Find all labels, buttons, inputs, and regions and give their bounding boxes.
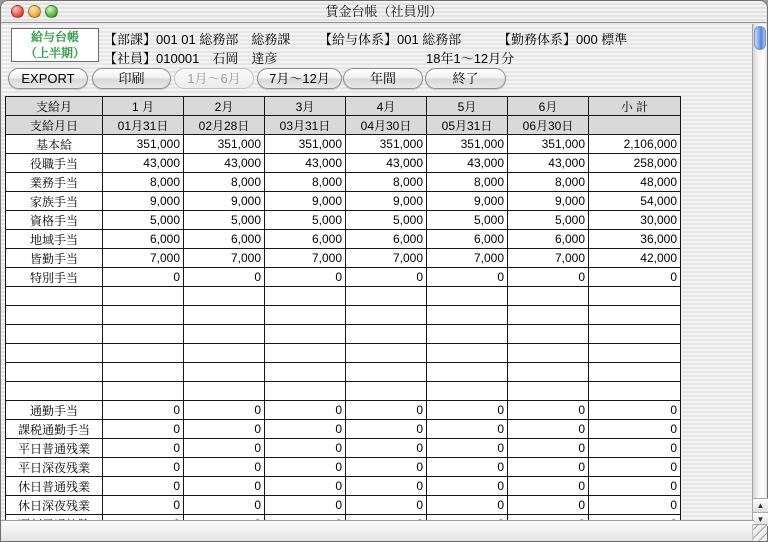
amount-cell	[427, 287, 508, 306]
amount-cell	[508, 325, 589, 344]
pay-date-cell: 04月30日	[346, 116, 427, 135]
amount-cell	[346, 306, 427, 325]
amount-cell: 6,000	[265, 230, 346, 249]
ledger-type-line1: 給与台帳	[30, 30, 79, 44]
row-label: 特別手当	[6, 268, 103, 287]
amount-cell: 0	[265, 496, 346, 515]
month-header-cell: 3月	[265, 97, 346, 116]
amount-cell	[508, 363, 589, 382]
amount-cell	[265, 287, 346, 306]
amount-cell: 7,000	[265, 249, 346, 268]
amount-cell	[346, 382, 427, 401]
amount-cell: 0	[508, 401, 589, 420]
subtotal-cell: 0	[589, 401, 681, 420]
subtotal-cell: 54,000	[589, 192, 681, 211]
table-row	[6, 306, 681, 325]
table-row	[6, 135, 681, 154]
amount-cell	[184, 287, 265, 306]
amount-cell: 0	[103, 458, 184, 477]
amount-cell: 7,000	[184, 249, 265, 268]
month-header-row	[6, 97, 681, 116]
amount-cell	[103, 363, 184, 382]
amount-cell	[427, 344, 508, 363]
amount-cell: 8,000	[184, 173, 265, 192]
subtotal-cell: 0	[589, 439, 681, 458]
pay-date-cell: 01月31日	[103, 116, 184, 135]
amount-cell: 5,000	[346, 211, 427, 230]
subtotal-cell: 0	[589, 268, 681, 287]
amount-cell: 0	[346, 458, 427, 477]
amount-cell	[184, 363, 265, 382]
amount-cell: 351,000	[508, 135, 589, 154]
table-row	[6, 287, 681, 306]
amount-cell	[184, 382, 265, 401]
amount-cell	[103, 306, 184, 325]
amount-cell	[508, 344, 589, 363]
amount-cell: 0	[103, 477, 184, 496]
amount-cell: 8,000	[508, 173, 589, 192]
amount-cell	[103, 325, 184, 344]
subtotal-cell	[589, 306, 681, 325]
amount-cell: 0	[265, 458, 346, 477]
month-header-cell: 5月	[427, 97, 508, 116]
table-row	[6, 344, 681, 363]
amount-cell: 0	[103, 496, 184, 515]
table-row	[6, 496, 681, 515]
work-system-field: 【勤務体系】000 標準	[498, 32, 628, 47]
minimize-icon[interactable]	[28, 5, 41, 18]
amount-cell	[508, 306, 589, 325]
amount-cell: 0	[265, 420, 346, 439]
row-label: 休日普通残業	[6, 477, 103, 496]
subtotal-cell	[589, 325, 681, 344]
table-row	[6, 192, 681, 211]
amount-cell: 0	[427, 458, 508, 477]
subtotal-cell: 2,106,000	[589, 135, 681, 154]
amount-cell	[103, 382, 184, 401]
month-header-cell: 6月	[508, 97, 589, 116]
row-label: 課税通勤手当	[6, 420, 103, 439]
subtotal-cell	[589, 287, 681, 306]
title-bar[interactable]	[1, 1, 767, 23]
amount-cell: 8,000	[265, 173, 346, 192]
amount-cell: 0	[508, 477, 589, 496]
amount-cell: 9,000	[427, 192, 508, 211]
amount-cell: 0	[103, 439, 184, 458]
amount-cell: 5,000	[103, 211, 184, 230]
pay-date-header-label: 支給月日	[6, 116, 103, 135]
table-row	[6, 458, 681, 477]
amount-cell: 9,000	[103, 192, 184, 211]
jul-dec-button[interactable]: 7月～12月	[257, 68, 342, 89]
subtotal-cell: 48,000	[589, 173, 681, 192]
subtotal-cell: 42,000	[589, 249, 681, 268]
subtotal-cell: 0	[589, 477, 681, 496]
amount-cell: 6,000	[103, 230, 184, 249]
amount-cell: 0	[346, 477, 427, 496]
month-header-cell: 1 月	[103, 97, 184, 116]
subtotal-cell	[589, 382, 681, 401]
window-controls	[11, 5, 58, 18]
amount-cell: 6,000	[427, 230, 508, 249]
subtotal-cell: 0	[589, 420, 681, 439]
scroll-up-icon[interactable]: ▲	[753, 498, 768, 512]
row-label: 平日深夜残業	[6, 458, 103, 477]
export-button[interactable]: EXPORT	[8, 68, 88, 89]
amount-cell: 0	[265, 439, 346, 458]
row-label: 休日深夜残業	[6, 496, 103, 515]
amount-cell	[184, 306, 265, 325]
table-row	[6, 268, 681, 287]
wage-table	[5, 96, 681, 534]
amount-cell: 0	[346, 496, 427, 515]
table-row	[6, 477, 681, 496]
amount-cell: 351,000	[103, 135, 184, 154]
row-label	[6, 363, 103, 382]
amount-cell: 9,000	[184, 192, 265, 211]
amount-cell: 5,000	[427, 211, 508, 230]
pay-date-cell: 06月30日	[508, 116, 589, 135]
amount-cell: 5,000	[184, 211, 265, 230]
row-label: 家族手当	[6, 192, 103, 211]
subtotal-cell: 0	[589, 496, 681, 515]
amount-cell: 0	[103, 268, 184, 287]
row-label: 基本給	[6, 135, 103, 154]
amount-cell: 43,000	[427, 154, 508, 173]
row-label	[6, 287, 103, 306]
amount-cell	[265, 325, 346, 344]
subtotal-cell: 30,000	[589, 211, 681, 230]
amount-cell	[427, 325, 508, 344]
amount-cell: 0	[265, 477, 346, 496]
table-row	[6, 173, 681, 192]
row-label: 役職手当	[6, 154, 103, 173]
month-header-label: 支給月	[6, 97, 103, 116]
amount-cell: 0	[184, 496, 265, 515]
amount-cell: 351,000	[184, 135, 265, 154]
amount-cell: 0	[508, 458, 589, 477]
amount-cell: 8,000	[427, 173, 508, 192]
table-row	[6, 420, 681, 439]
amount-cell: 0	[346, 401, 427, 420]
amount-cell	[346, 287, 427, 306]
amount-cell: 0	[346, 268, 427, 287]
wage-table-head	[6, 97, 681, 135]
wage-table-body	[6, 135, 681, 534]
close-button[interactable]: 終了	[425, 68, 506, 89]
amount-cell: 5,000	[508, 211, 589, 230]
amount-cell: 0	[427, 477, 508, 496]
amount-cell: 0	[184, 401, 265, 420]
pay-date-cell: 05月31日	[427, 116, 508, 135]
jan-jun-button: 1月～6月	[174, 68, 254, 89]
row-label: 皆勤手当	[6, 249, 103, 268]
amount-cell: 0	[184, 268, 265, 287]
table-row	[6, 382, 681, 401]
amount-cell: 0	[427, 401, 508, 420]
amount-cell: 0	[427, 496, 508, 515]
scroll-down-icon[interactable]: ▼	[753, 512, 768, 526]
period-field: 18年1～12月分	[426, 51, 515, 66]
row-label: 平日普通残業	[6, 439, 103, 458]
amount-cell	[346, 344, 427, 363]
table-row	[6, 439, 681, 458]
amount-cell: 351,000	[427, 135, 508, 154]
amount-cell	[346, 325, 427, 344]
amount-cell: 43,000	[346, 154, 427, 173]
amount-cell: 43,000	[184, 154, 265, 173]
row-label: 資格手当	[6, 211, 103, 230]
ledger-type-line2: （上半期）	[24, 46, 85, 60]
amount-cell: 0	[346, 420, 427, 439]
amount-cell: 0	[103, 401, 184, 420]
amount-cell: 0	[508, 268, 589, 287]
amount-cell	[508, 382, 589, 401]
row-label: 通勤手当	[6, 401, 103, 420]
month-header-cell: 4月	[346, 97, 427, 116]
amount-cell: 0	[427, 268, 508, 287]
amount-cell: 6,000	[346, 230, 427, 249]
amount-cell: 0	[508, 439, 589, 458]
amount-cell	[427, 363, 508, 382]
amount-cell	[184, 325, 265, 344]
amount-cell: 43,000	[103, 154, 184, 173]
department-field: 【部課】001 01 総務部 総務課	[104, 32, 291, 47]
amount-cell: 351,000	[346, 135, 427, 154]
amount-cell	[103, 287, 184, 306]
zoom-icon[interactable]	[45, 5, 58, 18]
amount-cell: 0	[265, 268, 346, 287]
row-label: 地域手当	[6, 230, 103, 249]
close-icon[interactable]	[11, 5, 24, 18]
vertical-scrollbar[interactable]	[752, 24, 767, 526]
scrollbar-thumb[interactable]	[754, 26, 766, 50]
amount-cell: 6,000	[508, 230, 589, 249]
table-row	[6, 363, 681, 382]
row-label	[6, 325, 103, 344]
pay-date-cell: 02月28日	[184, 116, 265, 135]
table-row	[6, 401, 681, 420]
resize-grip-icon[interactable]	[752, 524, 767, 541]
annual-button[interactable]: 年間	[343, 68, 423, 89]
amount-cell: 0	[103, 420, 184, 439]
table-row	[6, 325, 681, 344]
amount-cell	[346, 363, 427, 382]
subtotal-header-cell: 小 計	[589, 97, 681, 116]
amount-cell: 0	[427, 420, 508, 439]
pay-date-cell: 03月31日	[265, 116, 346, 135]
amount-cell: 0	[427, 439, 508, 458]
ledger-table-container	[5, 96, 681, 522]
subtotal-cell	[589, 344, 681, 363]
amount-cell	[265, 344, 346, 363]
subtotal-cell	[589, 363, 681, 382]
month-header-cell: 2月	[184, 97, 265, 116]
amount-cell: 9,000	[265, 192, 346, 211]
amount-cell	[184, 344, 265, 363]
amount-cell: 43,000	[265, 154, 346, 173]
amount-cell: 0	[184, 420, 265, 439]
amount-cell: 8,000	[103, 173, 184, 192]
amount-cell	[265, 382, 346, 401]
amount-cell: 7,000	[508, 249, 589, 268]
amount-cell	[427, 382, 508, 401]
table-row	[6, 154, 681, 173]
amount-cell	[265, 306, 346, 325]
amount-cell: 9,000	[346, 192, 427, 211]
amount-cell: 0	[184, 477, 265, 496]
row-label	[6, 382, 103, 401]
row-label	[6, 344, 103, 363]
subtotal-cell: 0	[589, 458, 681, 477]
amount-cell: 0	[184, 439, 265, 458]
amount-cell: 7,000	[346, 249, 427, 268]
amount-cell: 6,000	[184, 230, 265, 249]
row-label: 業務手当	[6, 173, 103, 192]
amount-cell: 0	[265, 401, 346, 420]
table-row	[6, 211, 681, 230]
amount-cell: 7,000	[427, 249, 508, 268]
employee-field: 【社員】010001 石岡 達彦	[104, 51, 278, 66]
row-label	[6, 306, 103, 325]
amount-cell	[427, 306, 508, 325]
amount-cell: 0	[508, 420, 589, 439]
amount-cell: 7,000	[103, 249, 184, 268]
window-title: 賃金台帳（社員別）	[325, 4, 443, 19]
table-row	[6, 230, 681, 249]
amount-cell	[265, 363, 346, 382]
ledger-type-label	[11, 28, 99, 62]
pay-date-subtotal-cell	[589, 116, 681, 135]
amount-cell: 0	[346, 439, 427, 458]
amount-cell	[508, 287, 589, 306]
pay-date-row	[6, 116, 681, 135]
amount-cell: 9,000	[508, 192, 589, 211]
subtotal-cell: 258,000	[589, 154, 681, 173]
amount-cell: 0	[508, 496, 589, 515]
subtotal-cell: 36,000	[589, 230, 681, 249]
table-row	[6, 249, 681, 268]
horizontal-scrollbar-track[interactable]	[1, 520, 754, 541]
amount-cell	[103, 344, 184, 363]
amount-cell: 5,000	[265, 211, 346, 230]
amount-cell: 8,000	[346, 173, 427, 192]
pay-system-field: 【給与体系】001 総務部	[319, 32, 462, 47]
amount-cell: 43,000	[508, 154, 589, 173]
print-button[interactable]: 印刷	[92, 68, 171, 89]
amount-cell: 351,000	[265, 135, 346, 154]
amount-cell: 0	[184, 458, 265, 477]
